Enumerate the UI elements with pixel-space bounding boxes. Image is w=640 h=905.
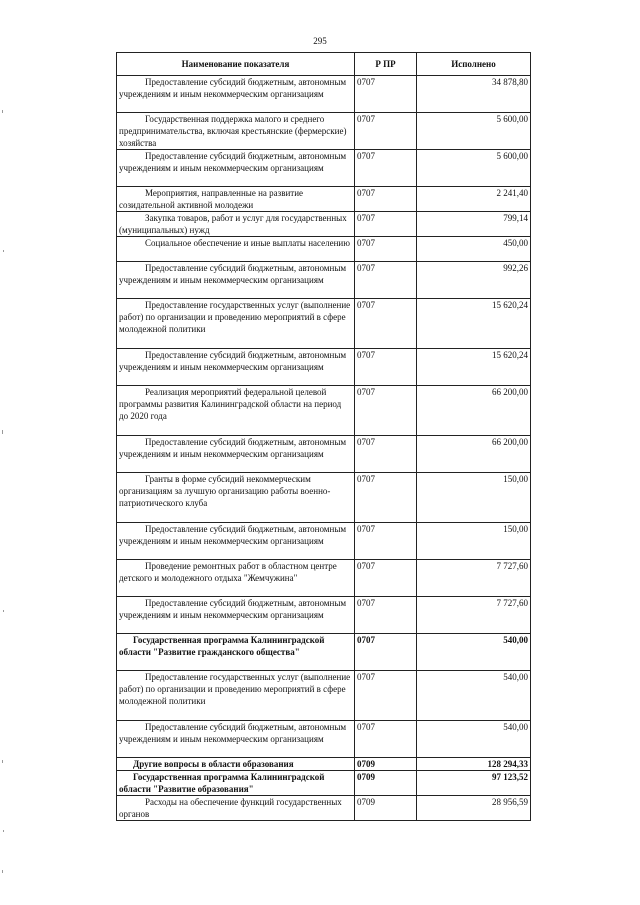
- table-body: [117, 76, 531, 821]
- table-row: [117, 262, 531, 299]
- table-row: [117, 76, 531, 113]
- table-row: [117, 386, 531, 436]
- row-name: Государственная поддержка малого и среднего предпринимательства, включая крестьянские (фермерские) хозяйства: [119, 114, 347, 148]
- row-name-cell: [117, 237, 355, 262]
- row-code: 0707: [355, 386, 417, 436]
- row-value: 7 727,60: [417, 560, 531, 597]
- column-header-code: Р ПР: [355, 53, 417, 76]
- row-name-cell: [117, 758, 355, 771]
- row-name-cell: [117, 76, 355, 113]
- row-name-cell: [117, 349, 355, 386]
- row-name-cell: [117, 262, 355, 299]
- row-value: 15 620,24: [417, 349, 531, 386]
- table-row: [117, 771, 531, 796]
- row-name: Предоставление субсидий бюджетным, автономным учреждениям и иным некоммерческим организациям: [119, 151, 347, 173]
- table-row: [117, 560, 531, 597]
- row-name: Предоставление субсидий бюджетным, автономным учреждениям и иным некоммерческим организациям: [119, 524, 347, 546]
- row-name: Социальное обеспечение и иные выплаты населению: [145, 238, 350, 248]
- row-name-cell: [117, 212, 355, 237]
- row-name: Предоставление государственных услуг (выполнение работ) по организации и проведению мероприятий в сфере молодежной политики: [119, 672, 351, 706]
- row-name-cell: [117, 473, 355, 523]
- row-name: Предоставление субсидий бюджетным, автономным учреждениям и иным некоммерческим организациям: [119, 722, 347, 744]
- row-value: 34 878,80: [417, 76, 531, 113]
- row-value: 799,14: [417, 212, 531, 237]
- row-name-cell: [117, 113, 355, 150]
- row-value: 7 727,60: [417, 597, 531, 634]
- row-name: Предоставление государственных услуг (выполнение работ) по организации и проведению мероприятий в сфере молодежной политики: [119, 300, 351, 334]
- row-value: 540,00: [417, 634, 531, 671]
- row-value: 2 241,40: [417, 187, 531, 212]
- table-row: [117, 212, 531, 237]
- row-value: 540,00: [417, 671, 531, 721]
- table-row: [117, 187, 531, 212]
- row-code: 0707: [355, 523, 417, 560]
- row-value: 450,00: [417, 237, 531, 262]
- row-name-cell: [117, 150, 355, 187]
- row-name-cell: [117, 721, 355, 758]
- row-code: 0707: [355, 671, 417, 721]
- row-code: 0707: [355, 349, 417, 386]
- row-code: 0707: [355, 560, 417, 597]
- row-code: 0707: [355, 187, 417, 212]
- row-name-cell: [117, 523, 355, 560]
- row-value: 66 200,00: [417, 386, 531, 436]
- table-row: [117, 796, 531, 821]
- table-row: [117, 721, 531, 758]
- row-name: Предоставление субсидий бюджетным, автономным учреждениям и иным некоммерческим организациям: [119, 263, 347, 285]
- column-header-value: Исполнено: [417, 53, 531, 76]
- table-header-row: [117, 53, 531, 76]
- row-name-cell: [117, 671, 355, 721]
- row-name: Закупка товаров, работ и услуг для государственных (муниципальных) нужд: [119, 213, 347, 235]
- row-name-cell: [117, 436, 355, 473]
- budget-table: [116, 52, 531, 821]
- row-name: Другие вопросы в области образования: [133, 759, 294, 769]
- row-code: 0707: [355, 436, 417, 473]
- row-code: 0707: [355, 473, 417, 523]
- row-name: Государственная программа Калининградской области "Развитие образования": [119, 772, 325, 794]
- row-value: 5 600,00: [417, 113, 531, 150]
- row-name-cell: [117, 560, 355, 597]
- table-row: [117, 113, 531, 150]
- row-name: Предоставление субсидий бюджетным, автономным учреждениям и иным некоммерческим организациям: [119, 437, 347, 459]
- table-row: [117, 150, 531, 187]
- row-name-cell: [117, 796, 355, 821]
- row-name: Гранты в форме субсидий некоммерческим организациям за лучшую организацию работы военно-патриотического клуба: [119, 474, 331, 508]
- row-name: Расходы на обеспечение функций государственных органов: [119, 797, 342, 819]
- column-header-name: Наименование показателя: [117, 53, 355, 76]
- row-value: 128 294,33: [417, 758, 531, 771]
- table-row: [117, 634, 531, 671]
- row-name: Предоставление субсидий бюджетным, автономным учреждениям и иным некоммерческим организациям: [119, 598, 347, 620]
- row-name: Реализация мероприятий федеральной целевой программы развития Калининградской области на период до 2020 года: [119, 387, 342, 421]
- table-row: [117, 758, 531, 771]
- row-code: 0707: [355, 634, 417, 671]
- row-code: 0707: [355, 237, 417, 262]
- row-value: 5 600,00: [417, 150, 531, 187]
- row-code: 0707: [355, 113, 417, 150]
- row-name: Государственная программа Калининградской области "Развитие гражданского общества": [119, 635, 325, 657]
- row-code: 0707: [355, 721, 417, 758]
- row-name: Предоставление субсидий бюджетным, автономным учреждениям и иным некоммерческим организациям: [119, 350, 347, 372]
- row-name-cell: [117, 187, 355, 212]
- table-row: [117, 349, 531, 386]
- row-code: 0709: [355, 796, 417, 821]
- row-name-cell: [117, 299, 355, 349]
- row-code: 0707: [355, 150, 417, 187]
- row-value: 150,00: [417, 473, 531, 523]
- row-value: 540,00: [417, 721, 531, 758]
- row-code: 0707: [355, 212, 417, 237]
- row-value: 150,00: [417, 523, 531, 560]
- table-row: [117, 671, 531, 721]
- row-value: 992,26: [417, 262, 531, 299]
- row-name-cell: [117, 771, 355, 796]
- table-row: [117, 473, 531, 523]
- table-row: [117, 436, 531, 473]
- scan-edge-marks: [0, 0, 8, 905]
- row-name-cell: [117, 634, 355, 671]
- row-code: 0709: [355, 771, 417, 796]
- row-value: 28 956,59: [417, 796, 531, 821]
- row-name: Предоставление субсидий бюджетным, автономным учреждениям и иным некоммерческим организациям: [119, 77, 347, 99]
- row-code: 0707: [355, 597, 417, 634]
- row-name-cell: [117, 386, 355, 436]
- row-name: Проведение ремонтных работ в областном центре детского и молодежного отдыха "Жемчужина": [119, 561, 337, 583]
- row-value: 15 620,24: [417, 299, 531, 349]
- row-name: Мероприятия, направленные на развитие созидательной активной молодежи: [119, 188, 304, 210]
- row-name-cell: [117, 597, 355, 634]
- table-row: [117, 237, 531, 262]
- row-code: 0707: [355, 76, 417, 113]
- row-code: 0707: [355, 262, 417, 299]
- row-value: 97 123,52: [417, 771, 531, 796]
- page-number: 295: [313, 36, 327, 46]
- row-value: 66 200,00: [417, 436, 531, 473]
- table-row: [117, 299, 531, 349]
- row-code: 0707: [355, 299, 417, 349]
- table-row: [117, 523, 531, 560]
- row-code: 0709: [355, 758, 417, 771]
- table-row: [117, 597, 531, 634]
